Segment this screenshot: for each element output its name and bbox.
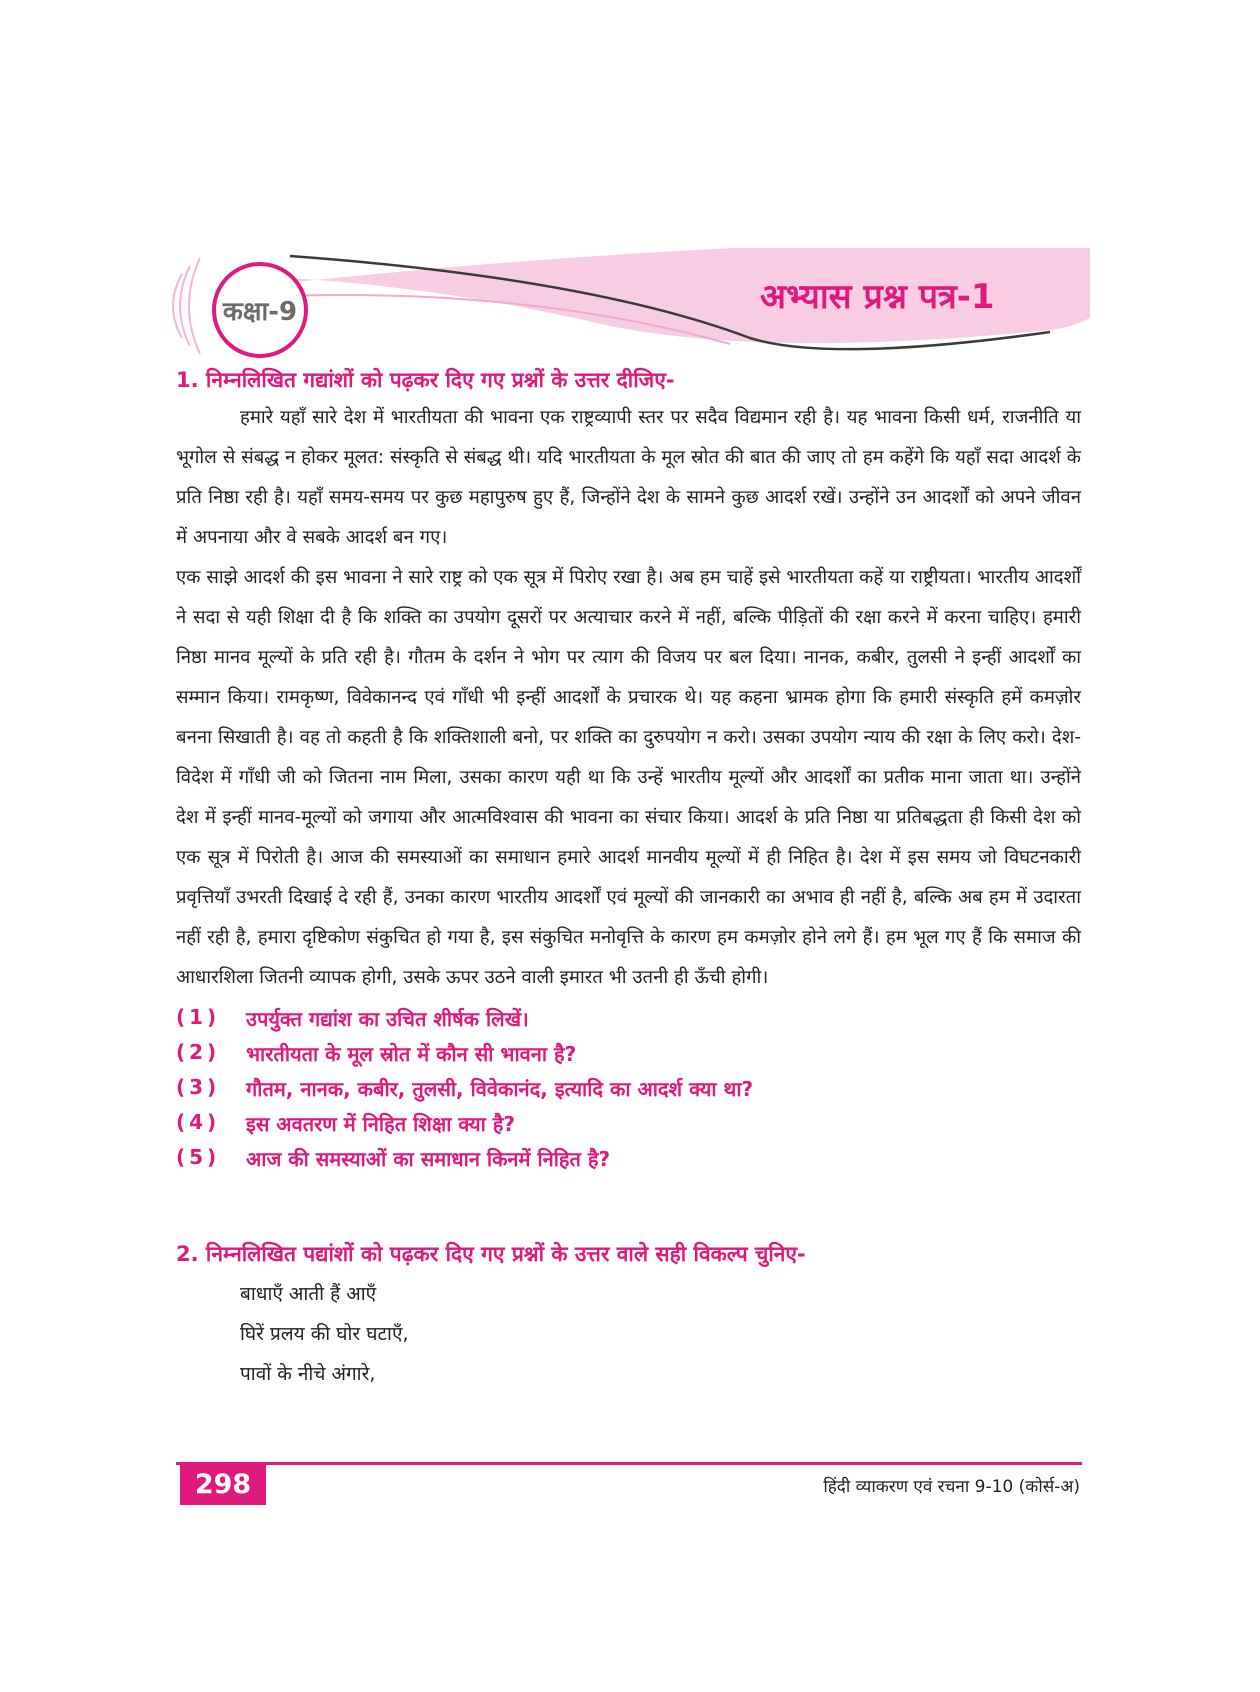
- book-title: हिंदी व्याकरण एवं रचना 9-10 (कोर्स-अ): [823, 1477, 1080, 1497]
- passage: [176, 398, 1081, 998]
- question-1-heading: 1. निम्नलिखित गद्यांशों को पढ़कर दिए गए प्रश्नों के उत्तर दीजिए-: [176, 368, 675, 392]
- sub-question-3: (3) गौतम, नानक, कबीर, तुलसी, विवेकानंद, इत्यादि का आदर्श क्या था?: [176, 1075, 754, 1101]
- passage-paragraph-2: एक साझे आदर्श की इस भावना ने सारे राष्ट्र को एक सूत्र में पिरोए रखा है। अब हम चाहें इसे भारतीयता कहें या राष्ट्रीयता। भारतीय आदर्शों ने सदा से यही शिक्षा दी है कि शक्ति का उपयोग दूसरों पर अत्याचार करने में नहीं, बल्कि पीड़ितों की रक्षा करने में करना चाहिए। हमारी निष्ठा मानव मूल्यों के प्रति रही है। गौतम के दर्शन ने भोग पर त्याग की विजय पर बल दिया। नानक, कबीर, तुलसी ने इन्हीं आदर्शों का सम्मान किया। रामकृष्ण, विवेकानन्द एवं गाँधी भी इन्हीं आदर्शों के प्रचारक थे। यह कहना भ्रामक होगा कि हमारी संस्कृति हमें कमज़ोर बनना सिखाती है। वह तो कहती है कि शक्तिशाली बनो, पर शक्ति का दुरुपयोग न करो। उसका उपयोग न्याय की रक्षा के लिए करो। देश-विदेश में गाँधी जी को जितना नाम मिला, उसका कारण यही था कि उन्हें भारतीय मूल्यों और आदर्शों का प्रतीक माना जाता था। उन्होंने देश में इन्हीं मानव-मूल्यों को जगाया और आत्मविश्वास की भावना का संचार किया। आदर्श के प्रति निष्ठा या प्रतिबद्धता ही किसी देश को एक सूत्र में पिरोती है। आज की समस्याओं का समाधान हमारे आदर्श मानवीय मूल्यों में ही निहित है। देश में इस समय जो विघटनकारी प्रवृत्तियाँ उभरती दिखाई दे रही हैं, उनका कारण भारतीय आदर्शों एवं मूल्यों की जानकारी का अभाव ही नहीं है, बल्कि अब हम में उदारता नहीं रही है, हमारा दृष्टिकोण संकुचित हो गया है, इस संकुचित मनोवृत्ति के कारण हम कमज़ोर होने लगे हैं। हम भूल गए हैं कि समाज की आधारशिला जितनी व्यापक होगी, उसके ऊपर उठने वाली इमारत भी उतनी ही ऊँची होगी।: [176, 567, 1082, 988]
- sub-question-4: (4) इस अवतरण में निहित शिक्षा क्या है?: [176, 1110, 515, 1136]
- poem-line: बाधाएँ आती हैं आएँ: [240, 1283, 377, 1305]
- sub-question-5: (5) आज की समस्याओं का समाधान किनमें निहित है?: [176, 1145, 611, 1171]
- page-title: अभ्यास प्रश्न पत्र-1: [760, 277, 995, 317]
- poem: [240, 1274, 409, 1394]
- sub-question-2: (2) भारतीयता के मूल स्रोत में कौन सी भावना है?: [176, 1040, 577, 1066]
- passage-paragraph-1: हमारे यहाँ सारे देश में भारतीयता की भावना एक राष्ट्रव्यापी स्तर पर सदैव विद्यमान रही है। यह भावना किसी धर्म, राजनीति या भूगोल से संबद्ध न होकर मूलत: संस्कृति से संबद्ध थी। यदि भारतीयता के मूल स्रोत की बात की जाए तो हम कहेंगे कि यहाँ सदा आदर्श के प्रति निष्ठा रही है। यहाँ समय-समय पर कुछ महापुरुष हुए हैं, जिन्होंने देश के सामने कुछ आदर्श रखें। उन्होंने उन आदर्शों को अपने जीवन में अपनाया और वे सबके आदर्श बन गए।: [176, 407, 1081, 548]
- banner-arc-1: [189, 258, 200, 354]
- footer-rule: [176, 1462, 1082, 1465]
- poem-line: घिरें प्रलय की घोर घटाएँ,: [240, 1323, 409, 1345]
- page-number: 298: [180, 1463, 266, 1505]
- question-2-heading: 2. निम्नलिखित पद्यांशों को पढ़कर दिए गए प्रश्नों के उत्तर वाले सही विकल्प चुनिए-: [176, 1242, 806, 1266]
- sub-question-1: (1) उपर्युक्त गद्यांश का उचित शीर्षक लिखें।: [176, 1005, 529, 1031]
- poem-line: पावों के नीचे अंगारे,: [240, 1363, 376, 1385]
- class-badge: कक्षा-9: [212, 262, 308, 358]
